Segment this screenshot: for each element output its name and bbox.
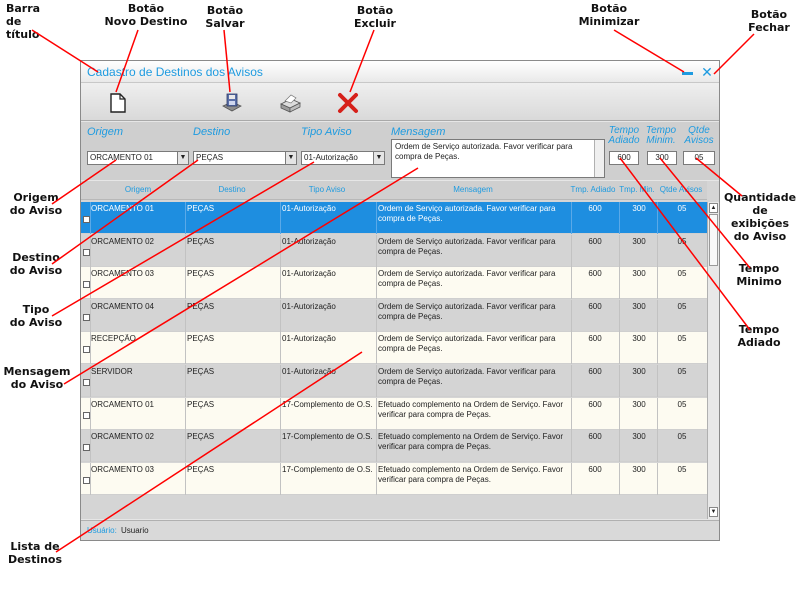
cell-destino: PEÇAS xyxy=(187,204,215,213)
column-divider xyxy=(619,398,620,430)
cell-mensagem: Efetuado complemento na Ordem de Serviço. Favor verificar para compra de Peças. xyxy=(378,432,563,452)
callout-destino-do-aviso: Destino do Aviso xyxy=(9,251,63,277)
cell-origem: ORCAMENTO 03 xyxy=(91,269,154,279)
column-divider xyxy=(280,365,281,397)
cell-tmp-min: 300 xyxy=(632,464,646,474)
chevron-down-icon[interactable]: ▼ xyxy=(177,152,188,164)
title-bar[interactable] xyxy=(81,61,719,83)
col-header-qtde-avisos[interactable]: Qtde Avisos xyxy=(659,185,703,194)
cell-mensagem: Ordem de Serviço autorizada. Favor verificar para compra de Peças. xyxy=(378,204,556,223)
cell-destino: PEÇAS xyxy=(187,334,215,344)
cell-tipo-aviso: 01-Autorização xyxy=(282,236,336,246)
status-bar xyxy=(81,520,719,540)
cell-mensagem: Ordem de Serviço autorizada. Favor verificar para compra de Peças. xyxy=(378,334,556,354)
column-divider xyxy=(280,430,281,462)
column-divider xyxy=(619,300,620,332)
origem-combo-value: ORCAMENTO 01 xyxy=(90,153,153,162)
callout-botao-excluir: Botão Excluir xyxy=(354,4,396,30)
callout-quantidade-exibicoes: Quantidade de exibições do Aviso xyxy=(723,191,797,243)
tempo-adiado-input[interactable]: 600 xyxy=(609,151,639,165)
table-row[interactable] xyxy=(81,332,707,364)
cell-qtde-avisos: 05 xyxy=(677,269,687,279)
row-checkbox[interactable] xyxy=(83,216,90,223)
column-divider xyxy=(185,398,186,430)
origem-combo[interactable] xyxy=(87,151,189,165)
cell-tipo-aviso: 01-Autorização xyxy=(282,269,336,279)
callout-lista-de-destinos: Lista de Destinos xyxy=(7,540,63,566)
cell-destino: PEÇAS xyxy=(187,367,215,376)
table-row[interactable] xyxy=(81,300,707,332)
callout-botao-minimizar: Botão Minimizar xyxy=(578,2,640,28)
mensagem-label: Mensagem xyxy=(391,126,446,138)
cell-destino: PEÇAS xyxy=(187,236,215,246)
cell-destino: PEÇAS xyxy=(187,301,215,311)
col-header-mensagem[interactable]: Mensagem xyxy=(453,185,493,194)
callout-botao-novo-destino: Botão Novo Destino xyxy=(104,2,188,28)
tipo-aviso-combo-value: 01-Autorização xyxy=(304,153,358,162)
cell-tmp-min: 300 xyxy=(632,204,646,213)
column-divider xyxy=(185,430,186,462)
column-divider xyxy=(619,463,620,495)
tempo-minimo-label: Tempo Minim. xyxy=(645,125,677,146)
row-checkbox[interactable] xyxy=(83,346,90,353)
tipo-aviso-label: Tipo Aviso xyxy=(301,126,352,138)
cell-tipo-aviso: 17-Complemento de O.S. xyxy=(282,432,373,442)
cell-tmp-adiado: 600 xyxy=(588,236,602,246)
column-divider xyxy=(619,332,620,364)
column-divider xyxy=(280,202,281,234)
window-title: Cadastro de Destinos dos Avisos xyxy=(87,65,263,79)
column-divider xyxy=(657,267,658,299)
cell-tmp-adiado: 600 xyxy=(588,301,602,311)
callout-origem-do-aviso: Origem do Aviso xyxy=(9,191,63,217)
column-divider xyxy=(185,267,186,299)
tempo-adiado-label: Tempo Adiado xyxy=(608,125,640,146)
column-divider xyxy=(185,235,186,267)
cell-tmp-min: 300 xyxy=(632,334,646,344)
tipo-aviso-combo[interactable] xyxy=(301,151,385,165)
row-checkbox[interactable] xyxy=(83,249,90,256)
printer-icon[interactable] xyxy=(277,90,303,116)
column-divider xyxy=(657,300,658,332)
row-checkbox[interactable] xyxy=(83,281,90,288)
cell-mensagem: Ordem de Serviço autorizada. Favor verificar para compra de Peças. xyxy=(378,236,556,256)
column-divider xyxy=(376,463,377,495)
status-user-name: Usuario xyxy=(121,526,149,535)
cell-qtde-avisos: 05 xyxy=(677,399,687,409)
cell-origem: SERVIDOR xyxy=(91,367,133,376)
close-icon[interactable]: ✕ xyxy=(701,64,713,80)
callout-mensagem-do-aviso: Mensagem do Aviso xyxy=(3,365,71,391)
tempo-minimo-input[interactable]: 300 xyxy=(647,151,677,165)
col-header-tipo-aviso[interactable]: Tipo Aviso xyxy=(308,185,346,194)
column-divider xyxy=(376,398,377,430)
cell-qtde-avisos: 05 xyxy=(677,301,687,311)
grid-header xyxy=(81,181,707,200)
cell-qtde-avisos: 05 xyxy=(677,367,687,376)
origem-label: Origem xyxy=(87,126,124,138)
cell-tmp-adiado: 600 xyxy=(588,367,602,376)
cell-origem: RECEPÇÃO xyxy=(91,334,136,344)
mensagem-textarea-value: Ordem de Serviço autorizada. Favor verificar para compra de Peças. xyxy=(395,142,573,161)
chevron-down-icon[interactable]: ▼ xyxy=(285,152,296,164)
column-divider xyxy=(657,398,658,430)
cell-tipo-aviso: 01-Autorização xyxy=(282,204,336,213)
column-divider xyxy=(571,365,572,397)
column-divider xyxy=(619,365,620,397)
column-divider xyxy=(280,463,281,495)
mensagem-scrollbar[interactable] xyxy=(594,140,604,177)
column-divider xyxy=(619,202,620,234)
callout-tempo-adiado: Tempo Adiado xyxy=(737,323,781,349)
row-checkbox[interactable] xyxy=(83,314,90,321)
column-divider xyxy=(185,365,186,397)
column-divider xyxy=(280,398,281,430)
qtde-avisos-input[interactable]: 05 xyxy=(683,151,715,165)
column-divider xyxy=(185,332,186,364)
cell-mensagem: Efetuado complemento na Ordem de Serviço. Favor verificar para compra de Peças. xyxy=(378,464,563,484)
column-divider xyxy=(571,398,572,430)
cell-destino: PEÇAS xyxy=(187,399,215,409)
column-divider xyxy=(376,202,377,234)
col-header-origem[interactable]: Origem xyxy=(124,185,152,194)
column-divider xyxy=(376,430,377,462)
callout-barra-titulo: Barra de título xyxy=(6,2,41,41)
column-divider xyxy=(185,202,186,234)
cell-origem: ORCAMENTO 02 xyxy=(91,236,154,246)
column-divider xyxy=(185,463,186,495)
column-divider xyxy=(376,332,377,364)
toolbar xyxy=(81,83,719,121)
column-divider xyxy=(185,300,186,332)
cell-origem: ORCAMENTO 03 xyxy=(91,464,154,474)
column-divider xyxy=(619,267,620,299)
table-row[interactable] xyxy=(81,202,707,234)
destino-label: Destino xyxy=(193,126,231,138)
column-divider xyxy=(280,332,281,364)
column-divider xyxy=(571,430,572,462)
mensagem-textarea[interactable] xyxy=(391,139,605,178)
column-divider xyxy=(571,235,572,267)
column-divider xyxy=(657,365,658,397)
cell-mensagem: Ordem de Serviço autorizada. Favor verificar para compra de Peças. xyxy=(378,301,556,321)
grid-scrollbar[interactable] xyxy=(707,202,719,519)
cell-tmp-min: 300 xyxy=(632,236,646,246)
cell-tmp-min: 300 xyxy=(632,399,646,409)
table-row[interactable] xyxy=(81,365,707,397)
column-divider xyxy=(376,267,377,299)
cell-qtde-avisos: 05 xyxy=(677,204,687,213)
table-row[interactable] xyxy=(81,430,707,462)
cell-tmp-adiado: 600 xyxy=(588,399,602,409)
column-divider xyxy=(376,365,377,397)
cell-tmp-min: 300 xyxy=(632,367,646,376)
column-divider xyxy=(657,202,658,234)
floppy-disk-icon[interactable] xyxy=(219,90,245,116)
table-row[interactable] xyxy=(81,398,707,430)
cell-tipo-aviso: 01-Autorização xyxy=(282,367,336,376)
column-divider xyxy=(376,300,377,332)
minimize-icon[interactable] xyxy=(679,64,695,80)
column-divider xyxy=(657,430,658,462)
cell-destino: PEÇAS xyxy=(187,464,215,474)
new-document-icon[interactable] xyxy=(105,90,131,116)
column-divider xyxy=(571,463,572,495)
cell-tipo-aviso: 01-Autorização xyxy=(282,334,336,344)
cell-tmp-min: 300 xyxy=(632,301,646,311)
cell-mensagem: Efetuado complemento na Ordem de Serviço. Favor verificar para compra de Peças. xyxy=(378,399,563,419)
cell-tmp-adiado: 600 xyxy=(588,464,602,474)
column-divider xyxy=(571,300,572,332)
cell-tipo-aviso: 17-Complemento de O.S. xyxy=(282,464,373,474)
cell-origem: ORCAMENTO 01 xyxy=(91,399,154,409)
cell-qtde-avisos: 05 xyxy=(677,334,687,344)
status-user-label: Usuário: xyxy=(87,526,117,535)
column-divider xyxy=(571,202,572,234)
col-header-destino[interactable]: Destino xyxy=(218,185,246,194)
delete-x-icon[interactable] xyxy=(335,90,361,116)
col-header-tmp-adiado[interactable]: Tmp. Adiado xyxy=(570,185,616,194)
column-divider xyxy=(280,300,281,332)
qtde-avisos-label: Qtde Avisos xyxy=(684,125,714,146)
callout-tempo-minimo: Tempo Minimo xyxy=(736,262,782,288)
table-row[interactable] xyxy=(81,463,707,495)
destinos-grid xyxy=(81,181,719,519)
column-divider xyxy=(657,463,658,495)
callout-botao-salvar: Botão Salvar xyxy=(205,4,245,30)
scroll-up-icon[interactable]: ▲ xyxy=(710,205,717,211)
app-window xyxy=(80,60,720,541)
row-checkbox[interactable] xyxy=(83,379,90,386)
row-checkbox[interactable] xyxy=(83,477,90,484)
filter-panel xyxy=(81,122,719,180)
table-row[interactable] xyxy=(81,267,707,299)
callout-tipo-do-aviso: Tipo do Aviso xyxy=(9,303,63,329)
column-divider xyxy=(376,235,377,267)
row-checkbox[interactable] xyxy=(83,444,90,451)
cell-origem: ORCAMENTO 02 xyxy=(91,432,154,442)
cell-destino: PEÇAS xyxy=(187,432,215,442)
cell-mensagem: Ordem de Serviço autorizada. Favor verificar para compra de Peças. xyxy=(378,367,556,386)
column-divider xyxy=(280,267,281,299)
cell-tmp-min: 300 xyxy=(632,269,646,279)
destino-combo[interactable] xyxy=(193,151,297,165)
cell-tmp-adiado: 600 xyxy=(588,432,602,442)
col-header-tmp-min[interactable]: Tmp. Min. xyxy=(619,185,655,194)
cell-origem: ORCAMENTO 01 xyxy=(91,204,154,213)
leader-fechar xyxy=(714,34,754,74)
cell-qtde-avisos: 05 xyxy=(677,236,687,246)
column-divider xyxy=(571,267,572,299)
column-divider xyxy=(619,430,620,462)
cell-qtde-avisos: 05 xyxy=(677,432,687,442)
scroll-down-icon[interactable]: ▼ xyxy=(710,509,717,515)
cell-qtde-avisos: 05 xyxy=(677,464,687,474)
scroll-thumb[interactable] xyxy=(709,214,718,266)
cell-tipo-aviso: 01-Autorização xyxy=(282,301,336,311)
cell-tipo-aviso: 17-Complemento de O.S. xyxy=(282,399,373,409)
column-divider xyxy=(657,332,658,364)
column-divider xyxy=(280,235,281,267)
column-divider xyxy=(571,332,572,364)
callout-botao-fechar: Botão Fechar xyxy=(748,8,790,34)
destino-combo-value: PEÇAS xyxy=(196,153,224,162)
chevron-down-icon[interactable]: ▼ xyxy=(373,152,384,164)
cell-destino: PEÇAS xyxy=(187,269,215,279)
column-divider xyxy=(657,235,658,267)
cell-tmp-adiado: 600 xyxy=(588,334,602,344)
cell-tmp-adiado: 600 xyxy=(588,269,602,279)
row-checkbox[interactable] xyxy=(83,412,90,419)
cell-mensagem: Ordem de Serviço autorizada. Favor verificar para compra de Peças. xyxy=(378,269,556,289)
cell-tmp-adiado: 600 xyxy=(588,204,602,213)
column-divider xyxy=(619,235,620,267)
cell-tmp-min: 300 xyxy=(632,432,646,442)
cell-origem: ORCAMENTO 04 xyxy=(91,301,154,311)
table-row[interactable] xyxy=(81,235,707,267)
